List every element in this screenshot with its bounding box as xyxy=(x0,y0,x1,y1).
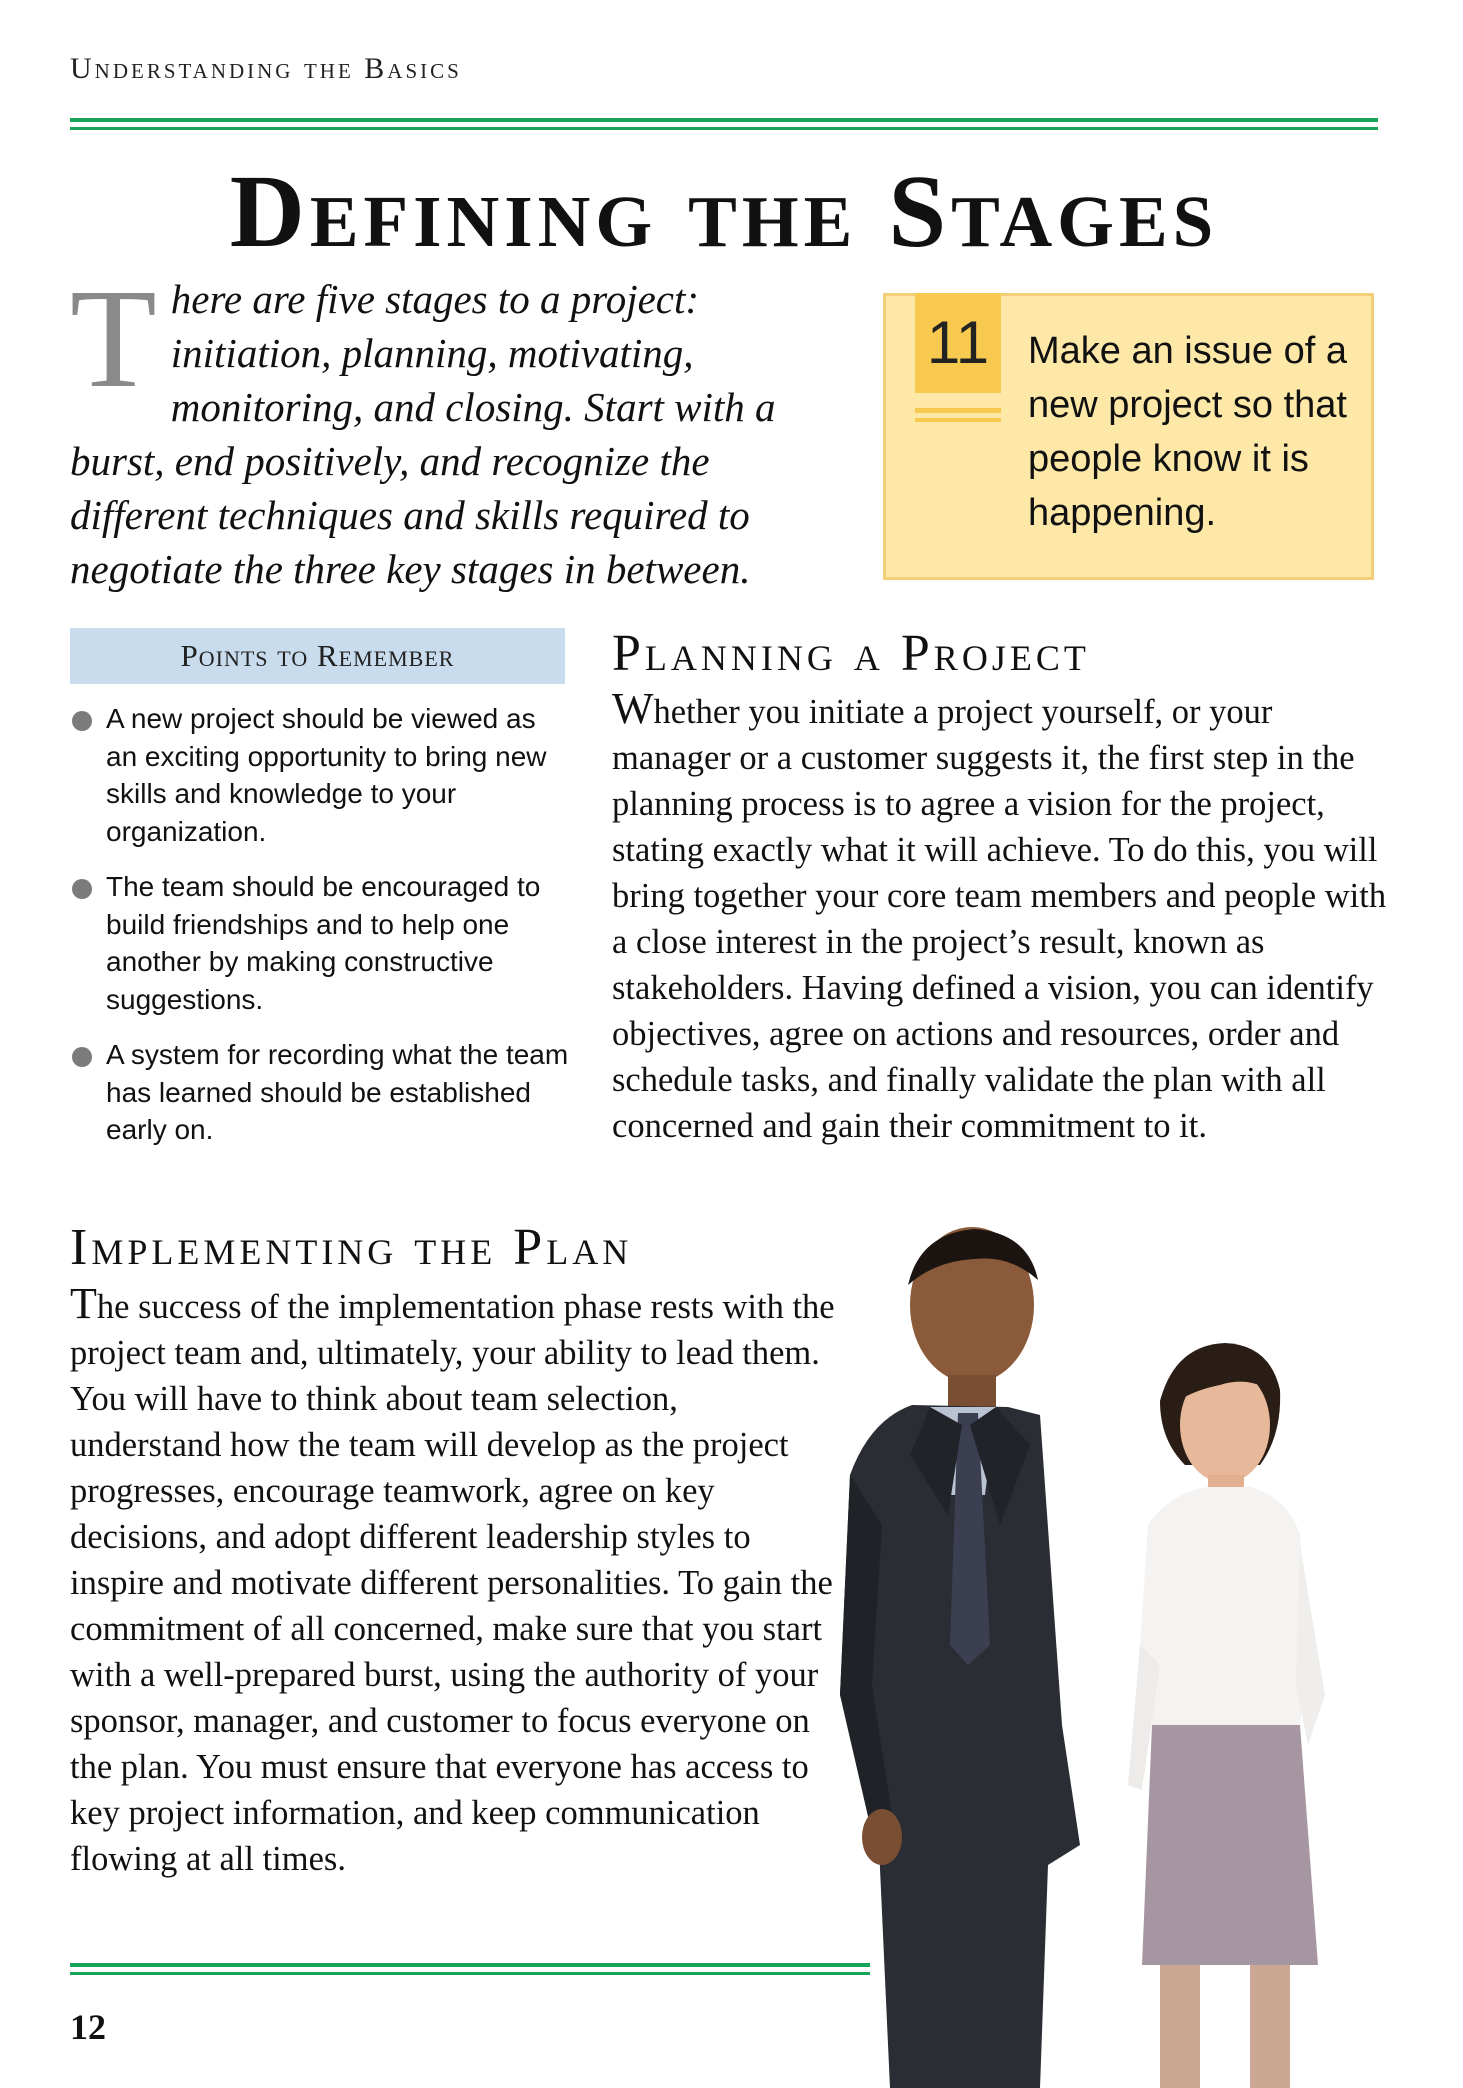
list-item xyxy=(70,1036,570,1149)
bullet-icon xyxy=(72,711,92,731)
bullet-icon xyxy=(72,1047,92,1067)
intro-paragraph xyxy=(70,259,830,596)
points-to-remember-list xyxy=(70,700,570,1167)
point-text: A system for recording what the team has learned should be established early on. xyxy=(106,1039,569,1145)
points-to-remember-heading: Points to Remember xyxy=(70,628,565,684)
point-text: The team should be encouraged to build friendships and to help one another by making constructive suggestions. xyxy=(106,871,541,1015)
list-item xyxy=(70,868,570,1018)
team-photo xyxy=(830,1225,1350,2088)
implementing-heading: Implementing the Plan xyxy=(70,1219,633,1276)
planning-lead-letter: W xyxy=(612,684,654,733)
planning-paragraph xyxy=(612,686,1387,1149)
tip-decor-bar xyxy=(915,418,1001,422)
man-figure xyxy=(840,1227,1080,2088)
planning-text: hether you initiate a project yourself, or your manager or a customer suggests it, the first step in the planning process is to agree a vision for the project, stating exactly what it will achieve. To do this, you will bring together your core team members and people with a close interest in the project’s result, known as stakeholders. Having defined a vision, you can identify objectives, agree on actions and resources, order and schedule tasks, and finally validate the plan with all concerned and gain their commitment to it. xyxy=(612,693,1387,1145)
bullet-icon xyxy=(72,879,92,899)
top-rule-secondary xyxy=(70,127,1378,130)
tip-text: Make an issue of a new project so that people know it is happening. xyxy=(1028,330,1347,534)
woman-figure xyxy=(1128,1343,1325,2088)
implementing-paragraph xyxy=(70,1281,835,1882)
list-item xyxy=(70,700,570,850)
running-head: Understanding the Basics xyxy=(70,52,462,85)
implementing-text: he success of the implementation phase rests with the project team and, ultimately, your ability to lead them. You will have to think about team selection, understand how the team will develop as the project progresses, encourage teamwork, agree on key decisions, and adopt different leadership styles to inspire and motivate different personalities. To gain the commitment of all concerned, make sure that you start with a well-prepared burst, using the authority of your sponsor, manager, and customer to focus everyone on the plan. You must ensure that everyone has access to key project information, and keep communication flowing at all times. xyxy=(70,1288,835,1878)
page-number: 12 xyxy=(70,2007,106,2047)
intro-text: here are five stages to a project: initiation, planning, motivating, monitoring, and closing. Start with a burst, end positively, and recognize the different techniques and skills required to negotiate the three key stages in between. xyxy=(70,276,776,592)
planning-heading: Planning a Project xyxy=(612,625,1090,682)
bottom-rule xyxy=(70,1963,870,1967)
tip-decor-bar xyxy=(915,408,1001,413)
top-rule xyxy=(70,118,1378,122)
drop-cap: T xyxy=(70,259,157,417)
tip-number: 11 xyxy=(915,293,1001,393)
bottom-rule-secondary xyxy=(70,1972,870,1975)
implementing-lead-letter: T xyxy=(70,1279,97,1328)
point-text: A new project should be viewed as an exciting opportunity to bring new skills and knowledge to your organization. xyxy=(106,703,547,847)
page-title: Defining the Stages xyxy=(229,154,1219,269)
